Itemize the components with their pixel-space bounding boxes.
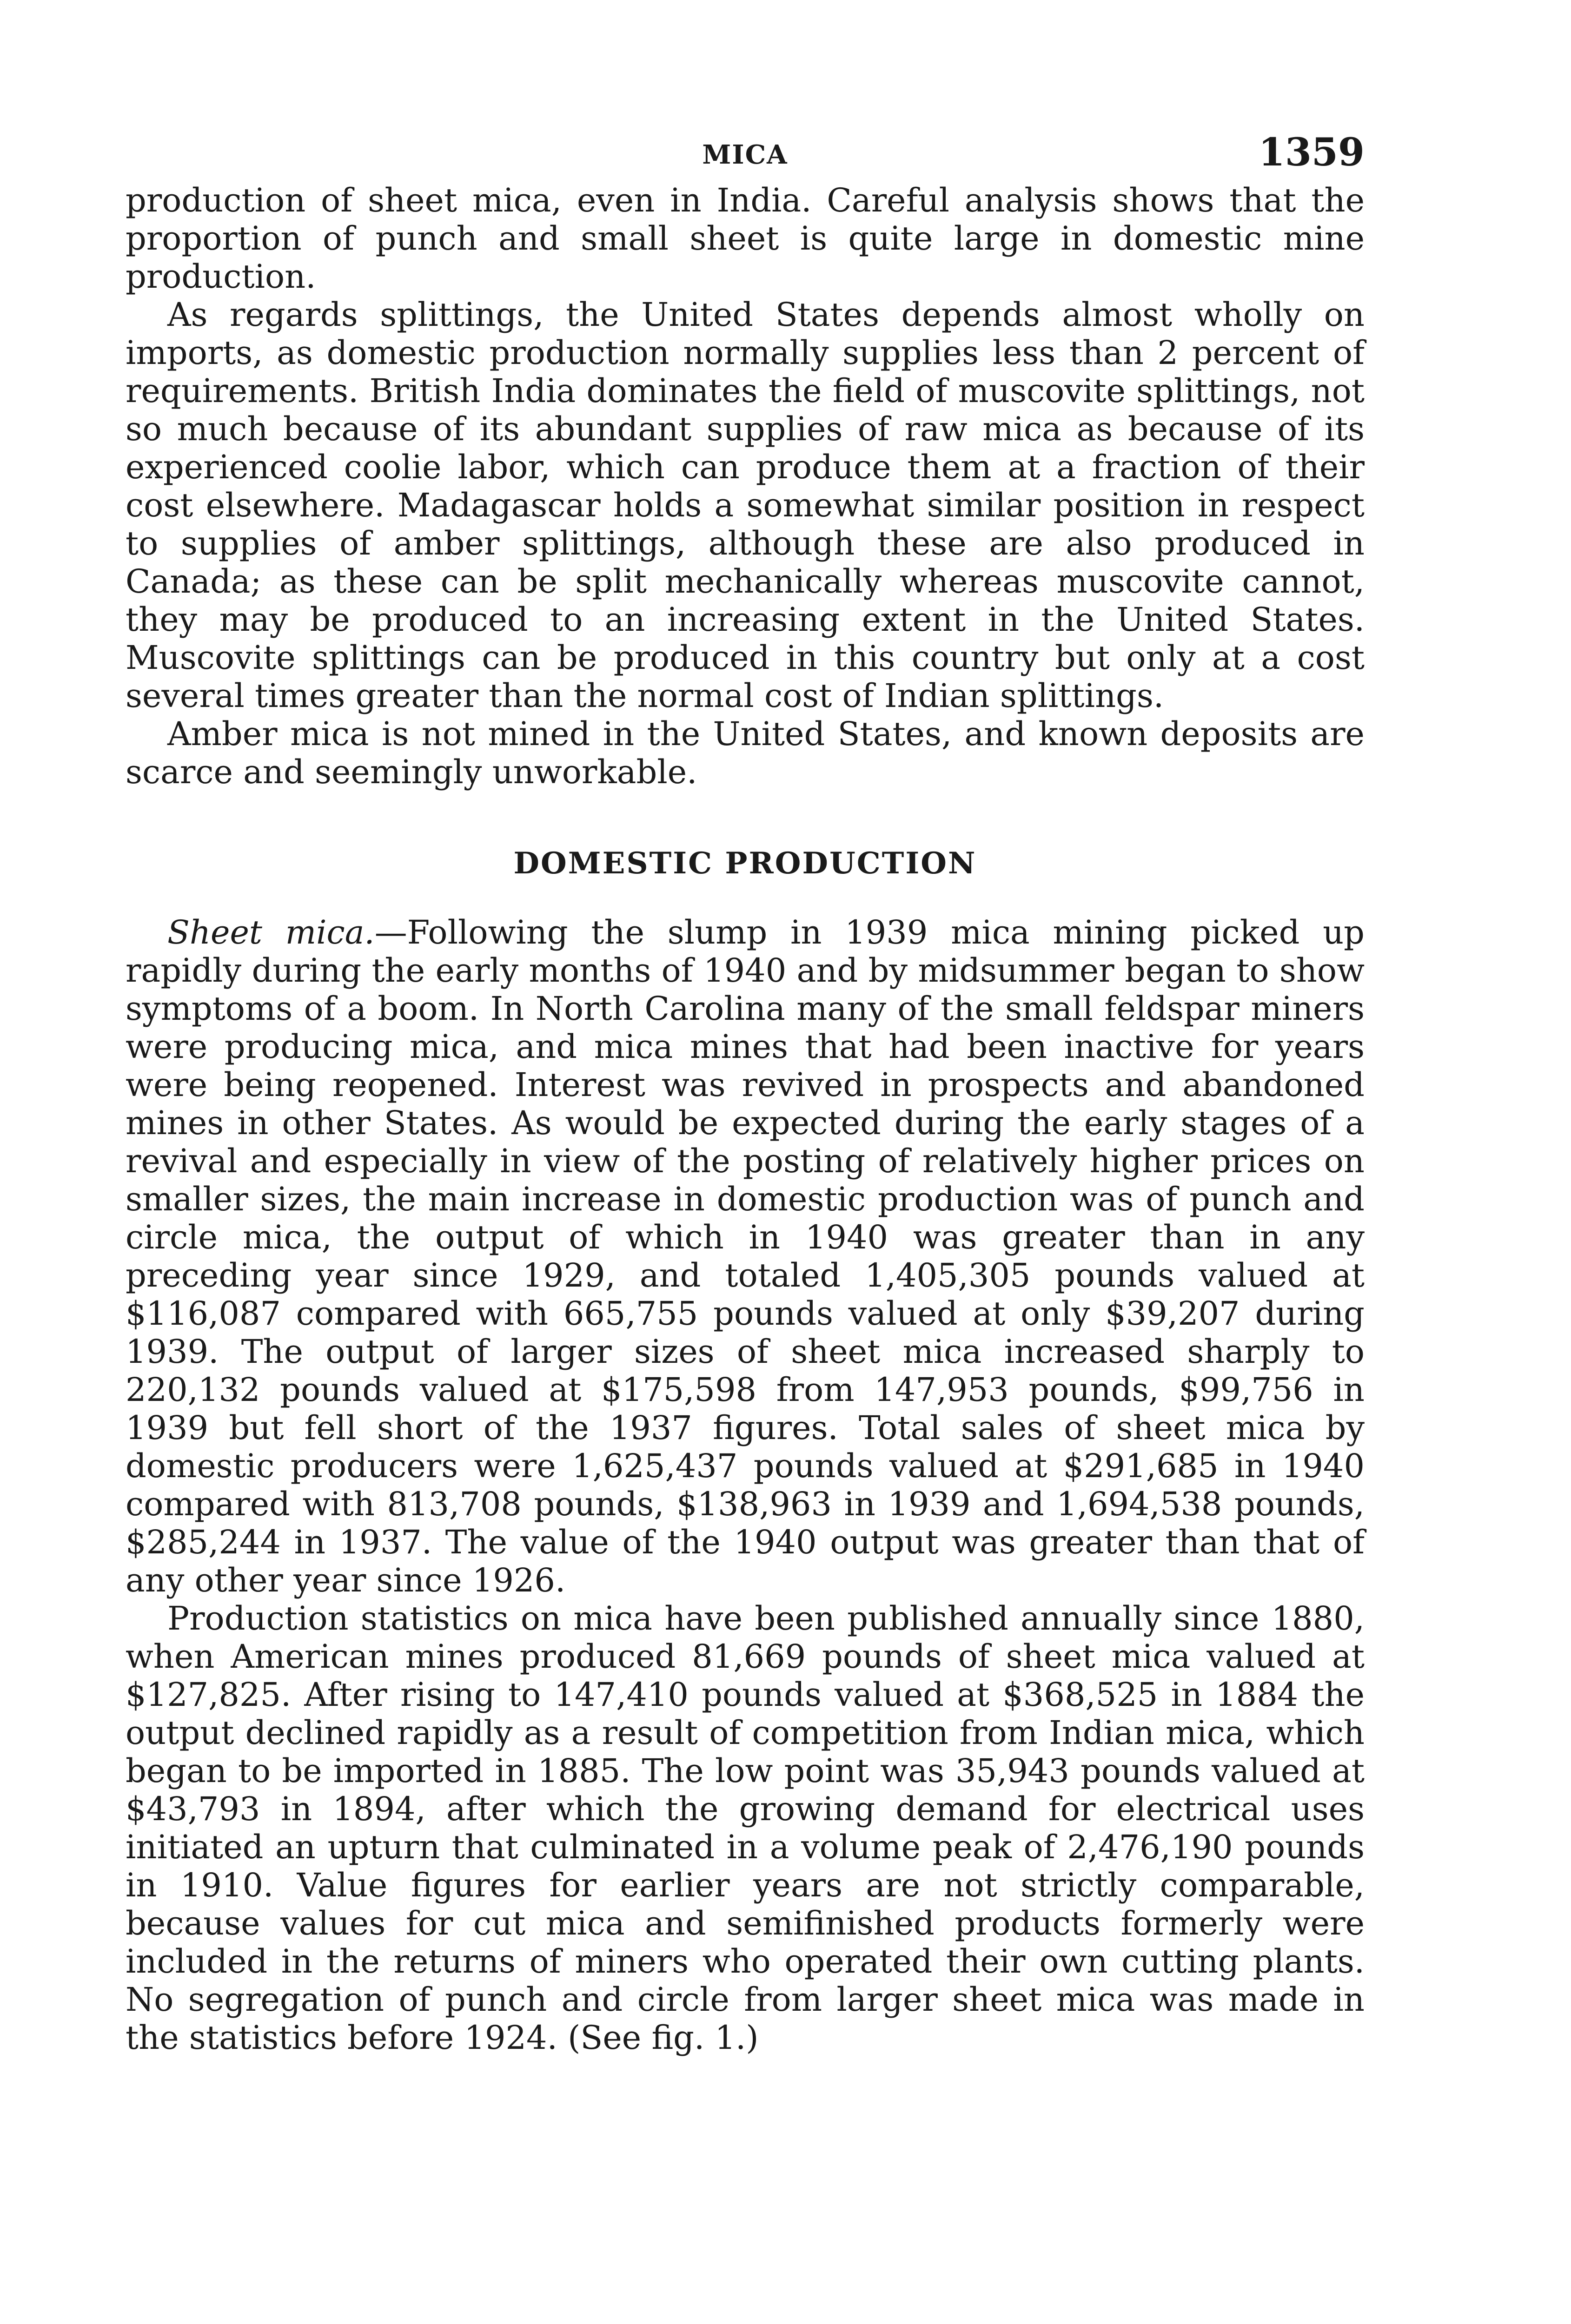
section-heading: DOMESTIC PRODUCTION	[513, 846, 977, 881]
paragraph-splittings: As regards splittings, the United States depends almost wholly on imports, as domestic production normally supplies less than 2 percent of requirements. British India dominates the field of muscovite splittings, not so much because of its abundant supplies of raw mica as because of its experienced coolie labor, which can produce them at a fraction of their cost elsewhere. Madagascar holds a somewhat similar position in respect to supplies of amber splittings, although these are also produced in Canada; as these can be split mechanically whereas muscovite cannot, they may be produced to an increasing extent in the United States. Muscovite splittings can be produced in this country but only at a cost several times greater than the normal cost of Indian splittings.	[126, 296, 1365, 715]
run-in-heading: Sheet mica.	[167, 913, 375, 951]
paragraph-amber-mica: Amber mica is not mined in the United States, and known deposits are scarce and seemingly unworkable.	[126, 715, 1365, 791]
paragraph-sheet-mica-body: —Following the slump in 1939 mica mining picked up rapidly during the early months of 1940 and by midsummer began to show symptoms of a boom. In North Carolina many of the small feldspar miners were producing mica, and mica mines that had been inactive for years were being reopened. Interest was revived in prospects and abandoned mines in other States. As would be expected during the early stages of a revival and especially in view of the posting of relatively higher prices on smaller sizes, the main increase in domestic production was of punch and circle mica, the output of which in 1940 was greater than in any preceding year since 1929, and totaled 1,405,305 pounds valued at $116,087 compared with 665,755 pounds valued at only $39,207 during 1939. The output of larger sizes of sheet mica increased sharply to 220,132 pounds valued at $175,598 from 147,953 pounds, $99,756 in 1939 but fell short of the 1937 figures. Total sales of sheet mica by domestic producers were 1,625,437 pounds valued at $291,685 in 1940 compared with 813,708 pounds, $138,963 in 1939 and 1,694,538 pounds, $285,244 in 1937. The value of the 1940 output was greater than that of any other year since 1926.	[126, 913, 1365, 1599]
document-page	[126, 130, 1365, 2057]
paragraph-production-statistics: Production statistics on mica have been published annually since 1880, when American mines produced 81,669 pounds of sheet mica valued at $127,825. After rising to 147,410 pounds valued at $368,525 in 1884 the output declined rapidly as a result of competition from Indian mica, which began to be imported in 1885. The low point was 35,943 pounds valued at $43,793 in 1894, after which the growing demand for electrical uses initiated an upturn that culminated in a volume peak of 2,476,190 pounds in 1910. Value figures for earlier years are not strictly comparable, because values for cut mica and semifinished products formerly were included in the returns of miners who operated their own cutting plants. No segregation of punch and circle from larger sheet mica was made in the statistics before 1924. (See fig. 1.)	[126, 1599, 1365, 2057]
paragraph-sheet-mica	[126, 913, 1365, 1599]
running-title: MICA	[702, 139, 788, 170]
paragraph-continued: production of sheet mica, even in India. Careful analysis shows that the proportion of punch and small sheet is quite large in domestic mine production.	[126, 181, 1365, 296]
running-head	[126, 130, 1365, 181]
page-number: 1359	[1258, 130, 1365, 175]
